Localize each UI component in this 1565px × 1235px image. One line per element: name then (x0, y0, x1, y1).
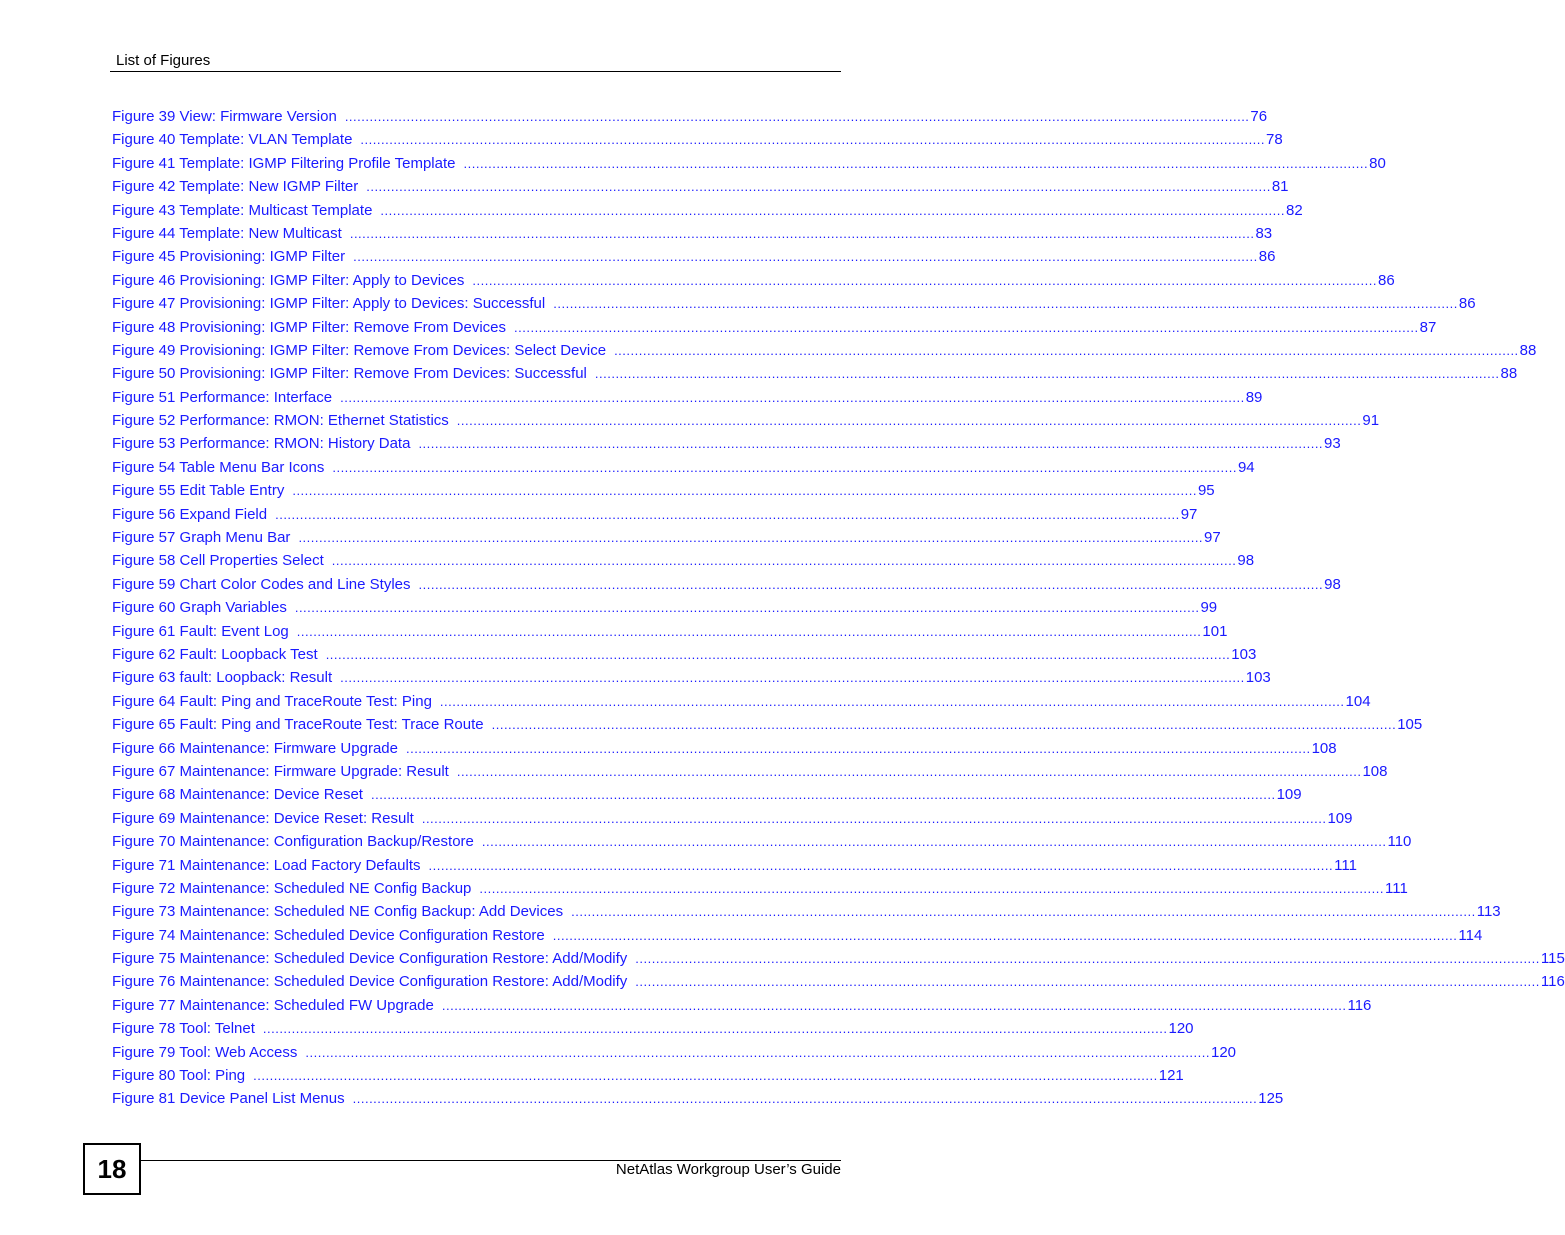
figure-link[interactable] (112, 316, 1437, 339)
figure-link[interactable] (112, 409, 1380, 432)
dot-leader: ............................................................................................................................................................................................................................ (463, 155, 1369, 171)
figure-title: Figure 78 Tool: Telnet (112, 1020, 255, 1038)
figure-page-number: 86 (1377, 271, 1395, 289)
figure-link[interactable] (112, 175, 1289, 198)
figure-link[interactable] (112, 152, 1386, 175)
figure-page-number: 99 (1200, 599, 1218, 617)
figure-title: Figure 41 Template: IGMP Filtering Profile Template (112, 154, 456, 172)
dot-leader: ............................................................................................................................................................................................................................ (514, 319, 1419, 335)
figure-link[interactable] (112, 713, 1423, 736)
dot-leader: ............................................................................................................................................................................................................................ (552, 927, 1458, 943)
figure-page-number: 94 (1237, 458, 1255, 476)
dot-leader: ............................................................................................................................................................................................................................ (472, 272, 1377, 288)
figure-link[interactable] (112, 245, 1276, 268)
figure-link[interactable] (112, 994, 1372, 1017)
dot-leader: ............................................................................................................................................................................................................................ (614, 342, 1519, 358)
figure-page-number: 101 (1202, 622, 1228, 640)
figure-title: Figure 70 Maintenance: Configuration Backup/Restore (112, 833, 474, 851)
figure-title: Figure 79 Tool: Web Access (112, 1043, 298, 1061)
figure-page-number: 97 (1180, 505, 1198, 523)
figure-page-number: 98 (1324, 575, 1341, 593)
figure-title: Figure 60 Graph Variables (112, 599, 287, 617)
dot-leader: ............................................................................................................................................................................................................................ (344, 109, 1250, 124)
figure-link[interactable] (112, 970, 1565, 993)
figure-link[interactable] (112, 620, 1228, 643)
dot-leader: ............................................................................................................................................................................................................................ (594, 366, 1500, 382)
dot-leader: ............................................................................................................................................................................................................................ (439, 693, 1345, 709)
figure-title: Figure 75 Maintenance: Scheduled Device Configuration Restore: Add/Modify (112, 950, 628, 968)
figure-link[interactable] (112, 877, 1408, 900)
figure-link[interactable] (112, 1087, 1284, 1110)
dot-leader: ............................................................................................................................................................................................................................ (479, 880, 1384, 896)
figure-page-number: 111 (1334, 856, 1357, 874)
figure-page-number: 97 (1204, 529, 1221, 547)
figure-link[interactable] (112, 573, 1341, 596)
dot-leader: ............................................................................................................................................................................................................................ (294, 600, 1200, 616)
figure-title: Figure 67 Maintenance: Firmware Upgrade: Result (112, 762, 449, 780)
figure-title: Figure 45 Provisioning: IGMP Filter (112, 248, 346, 266)
dot-leader: ............................................................................................................................................................................................................................ (298, 530, 1204, 546)
figure-page-number: 93 (1324, 435, 1341, 453)
figure-page-number: 78 (1266, 131, 1283, 149)
figure-page-number: 116 (1540, 973, 1565, 991)
figure-title: Figure 81 Device Panel List Menus (112, 1090, 345, 1108)
figure-page-number: 83 (1255, 224, 1273, 242)
figure-page-number: 114 (1458, 926, 1483, 944)
figure-page-number: 86 (1458, 295, 1476, 313)
figure-title: Figure 56 Expand Field (112, 505, 268, 523)
figure-page-number: 108 (1362, 762, 1388, 780)
dot-leader: ............................................................................................................................................................................................................................ (331, 553, 1237, 569)
figure-link[interactable] (112, 526, 1221, 549)
figure-title: Figure 58 Cell Properties Select (112, 552, 324, 570)
figure-page-number: 76 (1250, 108, 1268, 125)
figure-title: Figure 39 View: Firmware Version (112, 108, 337, 125)
figure-page-number: 98 (1237, 552, 1255, 570)
figure-page-number: 115 (1540, 950, 1565, 968)
dot-leader: ............................................................................................................................................................................................................................ (571, 904, 1476, 920)
figure-title: Figure 43 Template: Multicast Template (112, 201, 373, 219)
running-header: List of Figures (116, 52, 211, 69)
figure-title: Figure 47 Provisioning: IGMP Filter: Apply to Devices: Successful (112, 295, 546, 313)
dot-leader: ............................................................................................................................................................................................................................ (292, 483, 1197, 499)
figure-title: Figure 59 Chart Color Codes and Line Styles (112, 575, 411, 593)
figure-title: Figure 55 Edit Table Entry (112, 482, 285, 500)
figure-title: Figure 52 Performance: RMON: Ethernet Statistics (112, 412, 449, 430)
figure-link[interactable] (112, 596, 1218, 619)
figure-page-number: 80 (1369, 154, 1386, 172)
figure-link[interactable] (112, 456, 1255, 479)
dot-leader: ............................................................................................................................................................................................................................ (380, 202, 1286, 218)
figure-page-number: 88 (1500, 365, 1518, 383)
figure-link[interactable] (112, 643, 1257, 666)
figure-page-number: 113 (1476, 903, 1501, 921)
figure-title: Figure 73 Maintenance: Scheduled NE Config Backup: Add Devices (112, 903, 564, 921)
figure-link[interactable] (112, 479, 1215, 502)
figure-page-number: 82 (1286, 201, 1303, 219)
figure-title: Figure 72 Maintenance: Scheduled NE Config Backup (112, 879, 472, 897)
figure-link[interactable] (112, 1064, 1184, 1087)
dot-leader: ............................................................................................................................................................................................................................ (352, 1091, 1258, 1107)
dot-leader: ............................................................................................................................................................................................................................ (253, 1068, 1158, 1084)
dot-leader: ............................................................................................................................................................................................................................ (491, 717, 1397, 733)
figure-link[interactable] (112, 854, 1357, 877)
figure-title: Figure 77 Maintenance: Scheduled FW Upgrade (112, 996, 434, 1014)
figure-title: Figure 80 Tool: Ping (112, 1067, 246, 1085)
figure-title: Figure 42 Template: New IGMP Filter (112, 178, 359, 196)
figure-page-number: 103 (1245, 669, 1271, 687)
dot-leader: ............................................................................................................................................................................................................................ (305, 1044, 1210, 1060)
figure-link[interactable] (112, 807, 1353, 830)
figure-page-number: 95 (1197, 482, 1215, 500)
figure-page-number: 109 (1327, 809, 1353, 827)
figure-link[interactable] (112, 105, 1268, 128)
dot-leader: ............................................................................................................................................................................................................................ (635, 974, 1540, 990)
figure-title: Figure 62 Fault: Loopback Test (112, 645, 318, 663)
figure-page-number: 89 (1245, 388, 1263, 406)
figure-link[interactable] (112, 432, 1341, 455)
figure-title: Figure 74 Maintenance: Scheduled Device Configuration Restore (112, 926, 545, 944)
figure-link[interactable] (112, 339, 1537, 362)
figure-link[interactable] (112, 199, 1303, 222)
figure-page-number: 104 (1345, 692, 1371, 710)
figure-page-number: 125 (1258, 1090, 1284, 1108)
figure-link[interactable] (112, 1041, 1237, 1064)
figure-title: Figure 64 Fault: Ping and TraceRoute Test: Ping (112, 692, 432, 710)
figure-title: Figure 65 Fault: Ping and TraceRoute Test: Trace Route (112, 716, 484, 734)
figure-link[interactable] (112, 690, 1371, 713)
dot-leader: ............................................................................................................................................................................................................................ (353, 249, 1258, 265)
figure-link[interactable] (112, 292, 1476, 315)
dot-leader: ............................................................................................................................................................................................................................ (441, 997, 1347, 1013)
dot-leader: ............................................................................................................................................................................................................................ (405, 740, 1311, 756)
figure-page-number: 120 (1168, 1020, 1194, 1038)
figure-page-number: 120 (1211, 1043, 1237, 1061)
dot-leader: ............................................................................................................................................................................................................................ (275, 506, 1180, 522)
figure-link[interactable] (112, 269, 1395, 292)
figure-title: Figure 76 Maintenance: Scheduled Device Configuration Restore: Add/Modify (112, 973, 628, 991)
guide-title: NetAtlas Workgroup User’s Guide (615, 1161, 841, 1178)
figure-title: Figure 54 Table Menu Bar Icons (112, 458, 325, 476)
figure-page-number: 103 (1231, 645, 1257, 663)
list-of-figures (112, 105, 1565, 1111)
figure-link[interactable] (112, 830, 1412, 853)
dot-leader: ............................................................................................................................................................................................................................ (296, 623, 1202, 639)
dot-leader: ............................................................................................................................................................................................................................ (262, 1021, 1168, 1037)
figure-title: Figure 50 Provisioning: IGMP Filter: Remove From Devices: Successful (112, 365, 587, 383)
figure-link[interactable] (112, 666, 1271, 689)
figure-title: Figure 71 Maintenance: Load Factory Defaults (112, 856, 421, 874)
figure-title: Figure 48 Provisioning: IGMP Filter: Remove From Devices (112, 318, 507, 336)
figure-title: Figure 49 Provisioning: IGMP Filter: Remove From Devices: Select Device (112, 341, 607, 359)
figure-link[interactable] (112, 737, 1337, 760)
figure-page-number: 121 (1158, 1067, 1184, 1085)
figure-link[interactable] (112, 503, 1198, 526)
dot-leader: ............................................................................................................................................................................................................................ (370, 787, 1276, 803)
figure-link[interactable] (112, 783, 1302, 806)
figure-title: Figure 57 Graph Menu Bar (112, 529, 291, 547)
dot-leader: ............................................................................................................................................................................................................................ (332, 459, 1237, 475)
figure-page-number: 86 (1258, 248, 1276, 266)
figure-link[interactable] (112, 900, 1501, 923)
figure-link[interactable] (112, 128, 1283, 151)
figure-link[interactable] (112, 386, 1263, 409)
dot-leader: ............................................................................................................................................................................................................................ (340, 670, 1245, 686)
figure-link[interactable] (112, 1017, 1194, 1040)
figure-link[interactable] (112, 947, 1565, 970)
dot-leader: ............................................................................................................................................................................................................................ (428, 857, 1334, 873)
figure-page-number: 87 (1419, 318, 1437, 336)
dot-leader: ............................................................................................................................................................................................................................ (456, 763, 1362, 779)
header-rule (110, 71, 841, 72)
dot-leader: ............................................................................................................................................................................................................................ (418, 436, 1324, 452)
figure-page-number: 91 (1362, 412, 1380, 430)
figure-link[interactable] (112, 222, 1273, 245)
page-number: 18 (83, 1143, 141, 1195)
figure-page-number: 88 (1519, 341, 1537, 359)
figure-title: Figure 68 Maintenance: Device Reset (112, 786, 363, 804)
dot-leader: ............................................................................................................................................................................................................................ (349, 225, 1255, 241)
figure-link[interactable] (112, 549, 1255, 572)
dot-leader: ............................................................................................................................................................................................................................ (418, 576, 1324, 592)
figure-title: Figure 44 Template: New Multicast (112, 224, 342, 242)
figure-title: Figure 53 Performance: RMON: History Data (112, 435, 411, 453)
figure-link[interactable] (112, 760, 1388, 783)
figure-page-number: 116 (1347, 996, 1372, 1014)
dot-leader: ............................................................................................................................................................................................................................ (325, 646, 1231, 662)
dot-leader: ............................................................................................................................................................................................................................ (553, 296, 1458, 312)
figure-title: Figure 51 Performance: Interface (112, 388, 333, 406)
figure-page-number: 105 (1397, 716, 1423, 734)
figure-link[interactable] (112, 362, 1518, 385)
figure-page-number: 110 (1387, 833, 1412, 851)
figure-title: Figure 61 Fault: Event Log (112, 622, 289, 640)
dot-leader: ............................................................................................................................................................................................................................ (360, 132, 1266, 148)
figure-page-number: 108 (1311, 739, 1337, 757)
dot-leader: ............................................................................................................................................................................................................................ (421, 810, 1327, 826)
dot-leader: ............................................................................................................................................................................................................................ (340, 389, 1245, 405)
dot-leader: ............................................................................................................................................................................................................................ (456, 413, 1362, 429)
dot-leader: ............................................................................................................................................................................................................................ (635, 951, 1540, 967)
dot-leader: ............................................................................................................................................................................................................................ (481, 834, 1387, 850)
figure-title: Figure 66 Maintenance: Firmware Upgrade (112, 739, 398, 757)
dot-leader: ............................................................................................................................................................................................................................ (366, 179, 1271, 195)
figure-link[interactable] (112, 924, 1483, 947)
figure-title: Figure 46 Provisioning: IGMP Filter: Apply to Devices (112, 271, 465, 289)
figure-title: Figure 63 fault: Loopback: Result (112, 669, 333, 687)
figure-title: Figure 40 Template: VLAN Template (112, 131, 353, 149)
figure-page-number: 81 (1271, 178, 1289, 196)
figure-page-number: 111 (1385, 879, 1408, 897)
figure-title: Figure 69 Maintenance: Device Reset: Result (112, 809, 414, 827)
figure-page-number: 109 (1276, 786, 1302, 804)
